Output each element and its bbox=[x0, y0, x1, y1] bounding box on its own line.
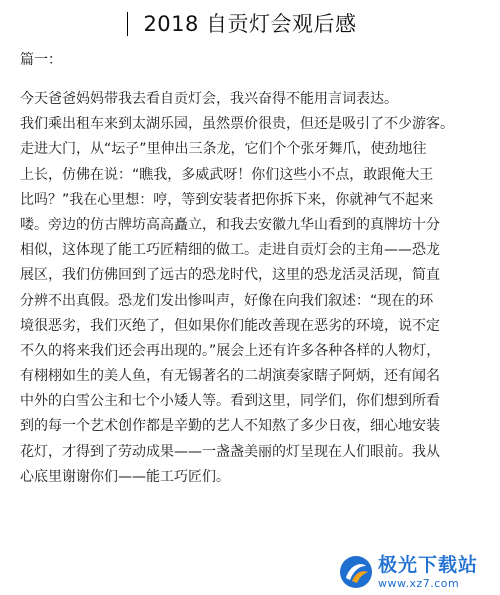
body-line: 不久的将来我们还会再出现的。”展会上还有许多各种各样的人物灯， bbox=[20, 342, 441, 359]
body-line: 心底里谢谢你们——能工巧匠们。 bbox=[20, 468, 230, 485]
watermark-url: www.xz7.com bbox=[378, 576, 460, 590]
body-line: 今天爸爸妈妈带我去看自贡灯会，我兴奋得不能用言词表达。 bbox=[20, 91, 398, 107]
watermark-site-name: 极光下载站 bbox=[378, 553, 479, 576]
body-line: 展区，我们仿佛回到了远古的恐龙时代，这里的恐龙活灵活现，简直 bbox=[20, 267, 440, 284]
body-line: 上长，仿佛在说：“瞧我，多威武呀！你们这些小不点，敢跟俺大王 bbox=[20, 166, 434, 183]
body-line: 有栩栩如生的美人鱼，有无锡著名的二胡演奏家瞎子阿炳，还有闻名 bbox=[20, 368, 440, 385]
body-line: 我们乘出租车来到太湖乐园，虽然票价很贵，但还是吸引了不少游客。 bbox=[20, 116, 454, 133]
site-watermark bbox=[338, 551, 498, 593]
body-line: 花灯，才得到了劳动成果——一盏盏美丽的灯呈现在人们眼前。我从 bbox=[20, 443, 440, 460]
body-line: 相似，这体现了能工巧匠精细的做工。走进自贡灯会的主角——恐龙 bbox=[20, 242, 440, 259]
body-line: 比吗？”我在心里想：哼，等到安装者把你拆下来，你就神气不起来 bbox=[20, 191, 434, 208]
section-label: 篇一： bbox=[20, 52, 62, 68]
body-line: 境很恶劣，我们灭绝了，但如果你们能改善现在恶劣的环境，说不定 bbox=[20, 317, 440, 334]
body-line: 喽。旁边的仿古牌坊高高矗立，和我去安徽九华山看到的真牌坊十分 bbox=[20, 216, 440, 233]
body-line: 分辨不出真假。恐龙们发出惨叫声，好像在向我们叙述：“现在的环 bbox=[20, 292, 434, 309]
body-line: 走进大门，从“坛子”里伸出三条龙，它们个个张牙舞爪，使劲地往 bbox=[20, 141, 427, 158]
body-line: 到的每一个艺术创作都是辛勤的艺人不知熬了多少日夜，细心地安装 bbox=[20, 418, 440, 435]
text-cursor bbox=[127, 12, 128, 36]
document-title: 2018 自贡灯会观后感 bbox=[143, 12, 357, 36]
body-line: 中外的白雪公主和七个小矮人等。看到这里，同学们，你们想到所看 bbox=[20, 393, 440, 410]
aurora-logo-icon bbox=[338, 554, 374, 590]
body-text bbox=[20, 87, 488, 490]
watermark-text bbox=[378, 553, 479, 590]
